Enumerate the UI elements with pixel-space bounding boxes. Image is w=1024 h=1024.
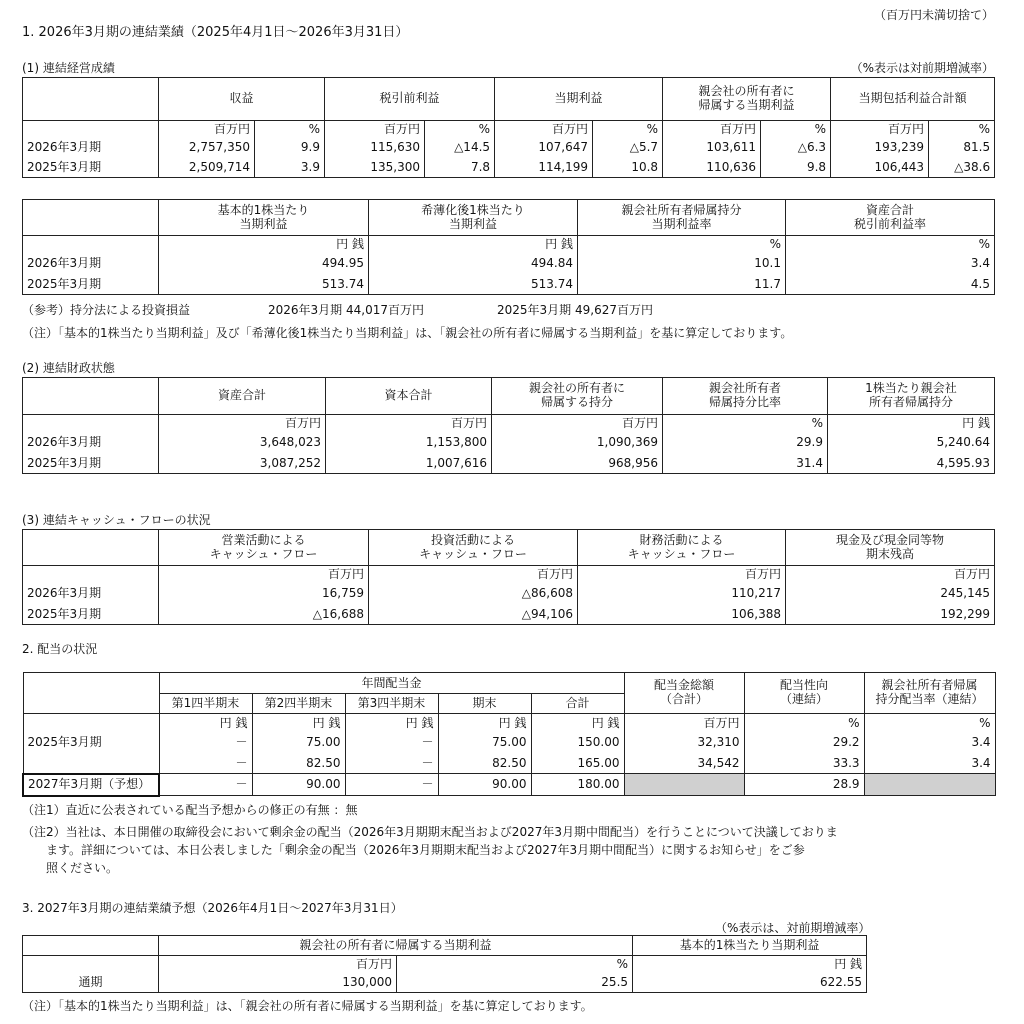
- unit-cell: 円 銭: [159, 714, 252, 732]
- unit-note: （百万円未満切捨て）: [873, 8, 994, 22]
- unit-cell: 円 銭: [159, 236, 369, 253]
- row-label: 2026年3月期: [23, 137, 159, 158]
- header-financing-cf-text: 財務活動による キャッシュ・フロー: [627, 532, 736, 561]
- unit-cell: %: [255, 121, 325, 137]
- header-annual-dividend: 年間配当金: [159, 673, 624, 694]
- table-cell-shaded: [864, 774, 995, 796]
- table-cell-shaded: [624, 774, 744, 796]
- table-cell: 3.4: [864, 753, 995, 774]
- header-owners-profit-text: 親会社の所有者に 帰属する当期利益: [698, 84, 795, 112]
- unit-cell: 百万円: [159, 566, 369, 583]
- equity-method-2026: 2026年3月期 44,017百万円: [268, 303, 424, 317]
- unit-cell: %: [593, 121, 663, 137]
- header-investing-cf-text: 投資活動による キャッシュ・フロー: [419, 532, 527, 561]
- table-cell: －: [159, 732, 252, 753]
- table-row: [23, 583, 995, 604]
- table-cell: 1,007,616: [326, 453, 492, 474]
- header-q3: 第3四半期末: [345, 694, 438, 714]
- unit-cell: %: [864, 714, 995, 732]
- unit-label-cell: [23, 956, 159, 973]
- unit-cell: %: [663, 415, 828, 432]
- table-cell: 2,757,350: [159, 137, 255, 158]
- table-cell: 9.8: [761, 158, 831, 178]
- unit-cell: %: [786, 236, 995, 253]
- forecast-percent-note: （%表示は、対前期増減率）: [715, 921, 871, 935]
- subsection1-title: (1) 連結経営成績: [22, 61, 115, 75]
- table-cell: 180.00: [531, 774, 624, 796]
- corner-cell: [23, 378, 159, 415]
- unit-cell: 百万円: [495, 121, 593, 137]
- table-cell: 968,956: [492, 453, 663, 474]
- row-label: 2025年3月期: [23, 732, 159, 753]
- row-label: 2027年3月期（予想）: [23, 774, 159, 796]
- header-doe-text: 親会社所有者帰属 持分配当率（連結）: [875, 678, 984, 706]
- header-forecast-eps: 基本的1株当たり当期利益: [633, 936, 867, 956]
- unit-cell: 円 銭: [252, 714, 345, 732]
- cash-flow-table: [22, 529, 995, 625]
- header-profit: 当期利益: [495, 78, 663, 121]
- table-row: [23, 253, 995, 274]
- table-cell: 513.74: [369, 274, 578, 295]
- section3-title: 3. 2027年3月期の連結業績予想（2026年4月1日～2027年3月31日）: [22, 901, 403, 915]
- percent-note: （%表示は対前期増減率）: [850, 61, 994, 75]
- forecast-note: （注）「基本的1株当たり当期利益」は、「親会社の所有者に帰属する当期利益」を基に算定しております。: [22, 999, 593, 1013]
- table-cell: △6.3: [761, 137, 831, 158]
- header-operating-cf: [159, 530, 369, 566]
- financial-position-table: [22, 377, 995, 474]
- table-cell: 192,299: [786, 604, 995, 625]
- table-cell: 3.4: [786, 253, 995, 274]
- table-cell: △38.6: [929, 158, 995, 178]
- header-owners-profit: [663, 78, 831, 121]
- dividend-note2-line3: 照ください。: [46, 861, 119, 875]
- table-cell: 29.9: [663, 432, 828, 453]
- table-cell: 3,087,252: [159, 453, 326, 474]
- table-cell: 82.50: [252, 753, 345, 774]
- header-basic-eps: [159, 200, 369, 236]
- header-diluted-eps-text: 希薄化後1株当たり 当期利益: [421, 202, 525, 231]
- table-cell: 4,595.93: [828, 453, 995, 474]
- table-cell: 10.1: [578, 253, 786, 274]
- header-diluted-eps: [369, 200, 578, 236]
- header-bps: [828, 378, 995, 415]
- dividend-note1: （注1）直近に公表されている配当予想からの修正の有無 ：無: [22, 803, 358, 817]
- header-roe-text: 親会社所有者帰属持分 当期利益率: [621, 202, 742, 231]
- unit-label-cell: [23, 415, 159, 432]
- table-cell: 115,630: [325, 137, 425, 158]
- table-cell: 75.00: [252, 732, 345, 753]
- table-row: [23, 158, 995, 178]
- equity-method-label: （参考）持分法による投資損益: [22, 303, 191, 317]
- table-cell: 130,000: [159, 973, 397, 993]
- header-q1: 第1四半期末: [159, 694, 252, 714]
- table-cell: 494.84: [369, 253, 578, 274]
- table-cell: 34,542: [624, 753, 744, 774]
- corner-cell: [23, 936, 159, 956]
- table-row: [23, 604, 995, 625]
- table-row: [23, 137, 995, 158]
- dividend-table: [22, 672, 996, 797]
- table-cell: 25.5: [397, 973, 633, 993]
- table-cell: 16,759: [159, 583, 369, 604]
- table-cell: 107,647: [495, 137, 593, 158]
- unit-cell: 円 銭: [633, 956, 867, 973]
- unit-cell: 百万円: [831, 121, 929, 137]
- table-cell: 82.50: [438, 753, 531, 774]
- unit-label-cell: [23, 236, 159, 253]
- unit-cell: 百万円: [786, 566, 995, 583]
- header-pretax-profit: 税引前利益: [325, 78, 495, 121]
- table-row: [23, 753, 995, 774]
- header-roe: [578, 200, 786, 236]
- table-cell: 3,648,023: [159, 432, 326, 453]
- header-payout-ratio-text: 配当性向 （連結）: [780, 678, 829, 706]
- table-cell: －: [345, 732, 438, 753]
- unit-cell: 百万円: [492, 415, 663, 432]
- unit-cell: %: [929, 121, 995, 137]
- forecast-table: [22, 935, 867, 993]
- row-label: 2026年3月期: [23, 432, 159, 453]
- header-total: 合計: [531, 694, 624, 714]
- unit-cell: 百万円: [578, 566, 786, 583]
- table-cell: 1,090,369: [492, 432, 663, 453]
- table-cell: 32,310: [624, 732, 744, 753]
- header-q2: 第2四半期末: [252, 694, 345, 714]
- table-cell: 33.3: [744, 753, 864, 774]
- header-cash-balance: [786, 530, 995, 566]
- header-revenue: 収益: [159, 78, 325, 121]
- row-label: 2025年3月期: [23, 453, 159, 474]
- row-label: 2025年3月期: [23, 158, 159, 178]
- corner-cell: [23, 200, 159, 236]
- table-cell: 135,300: [325, 158, 425, 178]
- row-label: 2025年3月期: [23, 274, 159, 295]
- header-owners-equity-text: 親会社の所有者に 帰属する持分: [528, 381, 625, 409]
- subsection3-title: (3) 連結キャッシュ・フローの状況: [22, 513, 211, 527]
- header-total-dividend-text: 配当金総額 （合計）: [654, 678, 715, 706]
- header-total-assets: 資産合計: [159, 378, 326, 415]
- unit-cell: %: [761, 121, 831, 137]
- table-cell: 5,240.64: [828, 432, 995, 453]
- table-cell: 90.00: [252, 774, 345, 796]
- header-cash-balance-text: 現金及び現金同等物 期末残高: [835, 532, 944, 561]
- dividend-note2-line1: （注2）当社は、本日開催の取締役会において剰余金の配当（2026年3月期期末配当および2027年3月期中間配当）を行うことについて決議しておりま: [22, 825, 838, 839]
- unit-cell: %: [578, 236, 786, 253]
- table-row: [23, 432, 995, 453]
- eps-note: （注）「基本的1株当たり当期利益」及び「希薄化後1株当たり当期利益」は、「親会社の所有者に帰属する当期利益」を基に算定しております。: [22, 326, 793, 340]
- header-operating-cf-text: 営業活動による キャッシュ・フロー: [209, 532, 318, 561]
- table-cell: 9.9: [255, 137, 325, 158]
- table-cell: 81.5: [929, 137, 995, 158]
- section1-title: 1. 2026年3月期の連結業績（2025年4月1日～2026年3月31日）: [22, 25, 409, 40]
- table-cell: －: [159, 753, 252, 774]
- table-row: [23, 453, 995, 474]
- table-cell: 110,636: [663, 158, 761, 178]
- section2-title: 2. 配当の状況: [22, 642, 98, 656]
- header-equity-ratio: [663, 378, 828, 415]
- unit-cell: 円 銭: [438, 714, 531, 732]
- table-cell: 110,217: [578, 583, 786, 604]
- table-cell: △14.5: [425, 137, 495, 158]
- table-cell: 28.9: [744, 774, 864, 796]
- table-cell: △86,608: [369, 583, 578, 604]
- table-cell: －: [345, 753, 438, 774]
- unit-cell: 円 銭: [531, 714, 624, 732]
- row-label: 2026年3月期: [23, 583, 159, 604]
- header-basic-eps-text: 基本的1株当たり 当期利益: [217, 202, 310, 231]
- table-cell: 29.2: [744, 732, 864, 753]
- table-cell: 3.9: [255, 158, 325, 178]
- header-comprehensive-income: 当期包括利益合計額: [831, 78, 995, 121]
- table-cell: 75.00: [438, 732, 531, 753]
- per-share-table: [22, 199, 995, 295]
- header-payout-ratio: [744, 673, 864, 714]
- header-investing-cf: [369, 530, 578, 566]
- unit-cell: 円 銭: [345, 714, 438, 732]
- unit-cell: 百万円: [326, 415, 492, 432]
- table-cell: 150.00: [531, 732, 624, 753]
- table-cell: 31.4: [663, 453, 828, 474]
- table-cell: 3.4: [864, 732, 995, 753]
- header-year-end: 期末: [438, 694, 531, 714]
- unit-cell: %: [744, 714, 864, 732]
- table-cell: 494.95: [159, 253, 369, 274]
- header-equity-ratio-text: 親会社所有者 帰属持分比率: [708, 381, 781, 409]
- table-cell: △16,688: [159, 604, 369, 625]
- table-row: [23, 774, 995, 796]
- table-cell: 513.74: [159, 274, 369, 295]
- table-cell: 2,509,714: [159, 158, 255, 178]
- row-label: [23, 753, 159, 774]
- header-financing-cf: [578, 530, 786, 566]
- header-roa-text: 資産合計 税引前利益率: [853, 202, 926, 231]
- table-cell: △5.7: [593, 137, 663, 158]
- unit-cell: 百万円: [325, 121, 425, 137]
- table-cell: 165.00: [531, 753, 624, 774]
- table-row: [23, 274, 995, 295]
- table-cell: 1,153,800: [326, 432, 492, 453]
- header-total-dividend: [624, 673, 744, 714]
- header-roa: [786, 200, 995, 236]
- table-cell: 622.55: [633, 973, 867, 993]
- dividend-note2-line2: ます。詳細については、本日公表しました「剰余金の配当（2026年3月期期末配当および2027年3月期中間配当）に関するお知らせ」をご参: [46, 843, 805, 857]
- unit-cell: 百万円: [369, 566, 578, 583]
- unit-cell: 百万円: [159, 121, 255, 137]
- unit-label-cell: [23, 566, 159, 583]
- row-label: 通期: [23, 973, 159, 993]
- unit-label-cell: [23, 121, 159, 137]
- table-cell: 245,145: [786, 583, 995, 604]
- unit-cell: 百万円: [624, 714, 744, 732]
- header-forecast-owners-profit: 親会社の所有者に帰属する当期利益: [159, 936, 633, 956]
- unit-cell: %: [425, 121, 495, 137]
- table-cell: 90.00: [438, 774, 531, 796]
- equity-method-2025: 2025年3月期 49,627百万円: [497, 303, 653, 317]
- table-cell: 106,388: [578, 604, 786, 625]
- row-label: 2026年3月期: [23, 253, 159, 274]
- table-cell: 7.8: [425, 158, 495, 178]
- unit-cell: 百万円: [159, 415, 326, 432]
- table-cell: 10.8: [593, 158, 663, 178]
- table-cell: －: [159, 774, 252, 796]
- header-bps-text: 1株当たり親会社 所有者帰属持分: [865, 381, 957, 409]
- table-cell: －: [345, 774, 438, 796]
- corner-cell: [23, 530, 159, 566]
- header-owners-equity: [492, 378, 663, 415]
- row-label: 2025年3月期: [23, 604, 159, 625]
- table-row: [23, 973, 867, 993]
- header-total-equity: 資本合計: [326, 378, 492, 415]
- unit-cell: 円 銭: [369, 236, 578, 253]
- unit-cell: 円 銭: [828, 415, 995, 432]
- subsection2-title: (2) 連結財政状態: [22, 361, 115, 375]
- table-cell: 193,239: [831, 137, 929, 158]
- table-cell: 4.5: [786, 274, 995, 295]
- unit-label-cell: [23, 714, 159, 732]
- corner-cell: [23, 78, 159, 121]
- table-row: [23, 732, 995, 753]
- table-cell: 103,611: [663, 137, 761, 158]
- table-cell: 11.7: [578, 274, 786, 295]
- unit-cell: 百万円: [159, 956, 397, 973]
- unit-cell: %: [397, 956, 633, 973]
- table-cell: 106,443: [831, 158, 929, 178]
- unit-cell: 百万円: [663, 121, 761, 137]
- table-cell: 114,199: [495, 158, 593, 178]
- operating-results-table: [22, 77, 995, 178]
- header-doe: [864, 673, 995, 714]
- corner-cell: [23, 673, 159, 714]
- table-cell: △94,106: [369, 604, 578, 625]
